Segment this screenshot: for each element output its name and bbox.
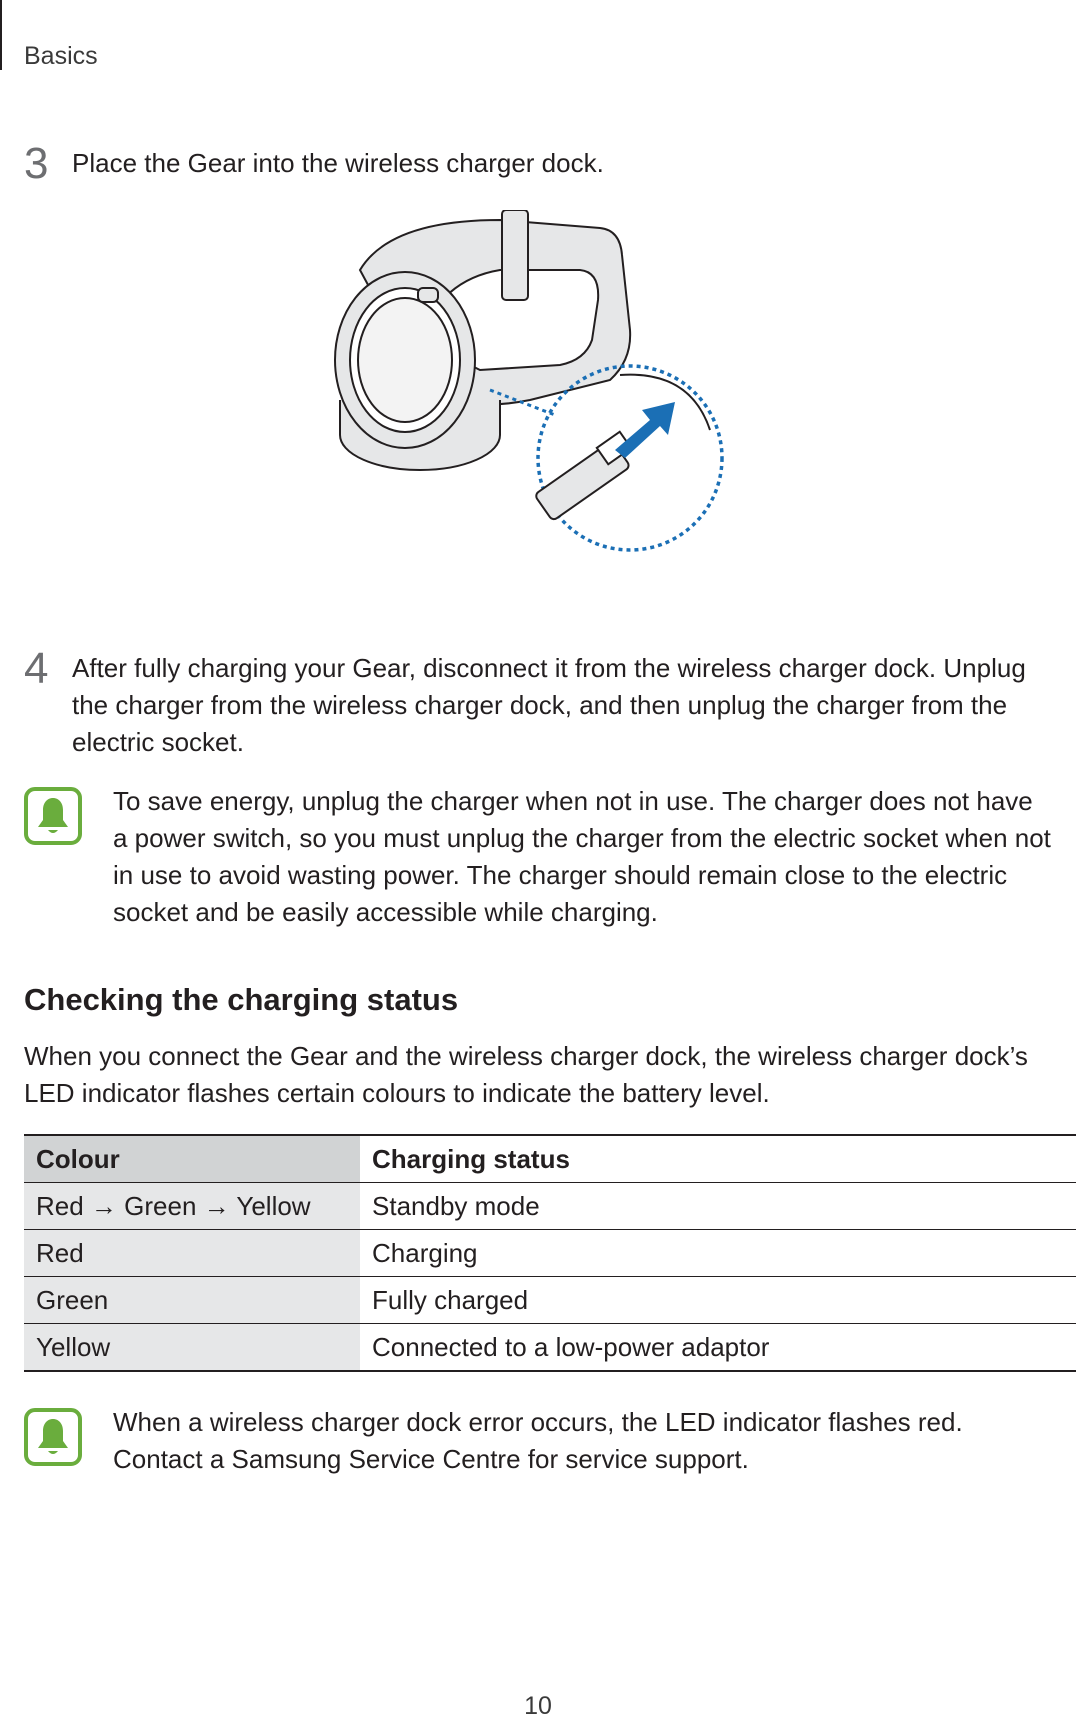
charger-plug bbox=[534, 432, 631, 521]
table-header-row bbox=[24, 1135, 1076, 1183]
step-text: Place the Gear into the wireless charger dock. bbox=[72, 148, 604, 178]
page-number: 10 bbox=[524, 1692, 552, 1720]
status-cell: Fully charged bbox=[360, 1277, 1076, 1324]
section-intro: When you connect the Gear and the wireless charger dock, the wireless charger dock’s LED indicator flashes certain colours to indicate the battery level. bbox=[24, 1041, 1028, 1108]
column-header-status: Charging status bbox=[360, 1135, 1076, 1183]
charging-status-table bbox=[24, 1134, 1076, 1372]
status-cell: Connected to a low-power adaptor bbox=[360, 1324, 1076, 1372]
colour-cell: Green bbox=[24, 1277, 360, 1324]
step-number: 3 bbox=[24, 139, 49, 188]
step-number: 4 bbox=[24, 644, 49, 693]
status-cell: Charging bbox=[360, 1230, 1076, 1277]
page-margin-rule bbox=[0, 0, 2, 70]
insert-arrow-icon bbox=[615, 402, 675, 458]
table-row bbox=[24, 1324, 1076, 1372]
table-row bbox=[24, 1277, 1076, 1324]
colour-cell: Yellow bbox=[24, 1324, 360, 1372]
section-title: Checking the charging status bbox=[24, 982, 459, 1017]
zoom-circle bbox=[538, 366, 722, 550]
colour-cell: Red → Green → Yellow bbox=[24, 1183, 360, 1230]
step-text: After fully charging your Gear, disconnect it from the wireless charger dock. Unplug the charger from the wireless charger dock, and then unplug the charger from the electric socket. bbox=[72, 653, 1026, 757]
bell-icon bbox=[24, 787, 82, 845]
note-text: To save energy, unplug the charger when not in use. The charger does not have a power switch, so you must unplug the charger from the electric socket when not in use to avoid wasting power. The charger should remain close to the electric socket and be easily accessible while charging. bbox=[113, 786, 1051, 927]
colour-cell: Red bbox=[24, 1230, 360, 1277]
gear-charging-illustration bbox=[330, 210, 770, 610]
column-header-colour: Colour bbox=[24, 1135, 360, 1183]
table-row bbox=[24, 1230, 1076, 1277]
bell-icon bbox=[24, 1408, 82, 1466]
note-text: When a wireless charger dock error occurs, the LED indicator flashes red. Contact a Samsung Service Centre for service support. bbox=[113, 1407, 963, 1474]
section-label: Basics bbox=[24, 42, 98, 70]
status-cell: Standby mode bbox=[360, 1183, 1076, 1230]
table-row bbox=[24, 1183, 1076, 1230]
